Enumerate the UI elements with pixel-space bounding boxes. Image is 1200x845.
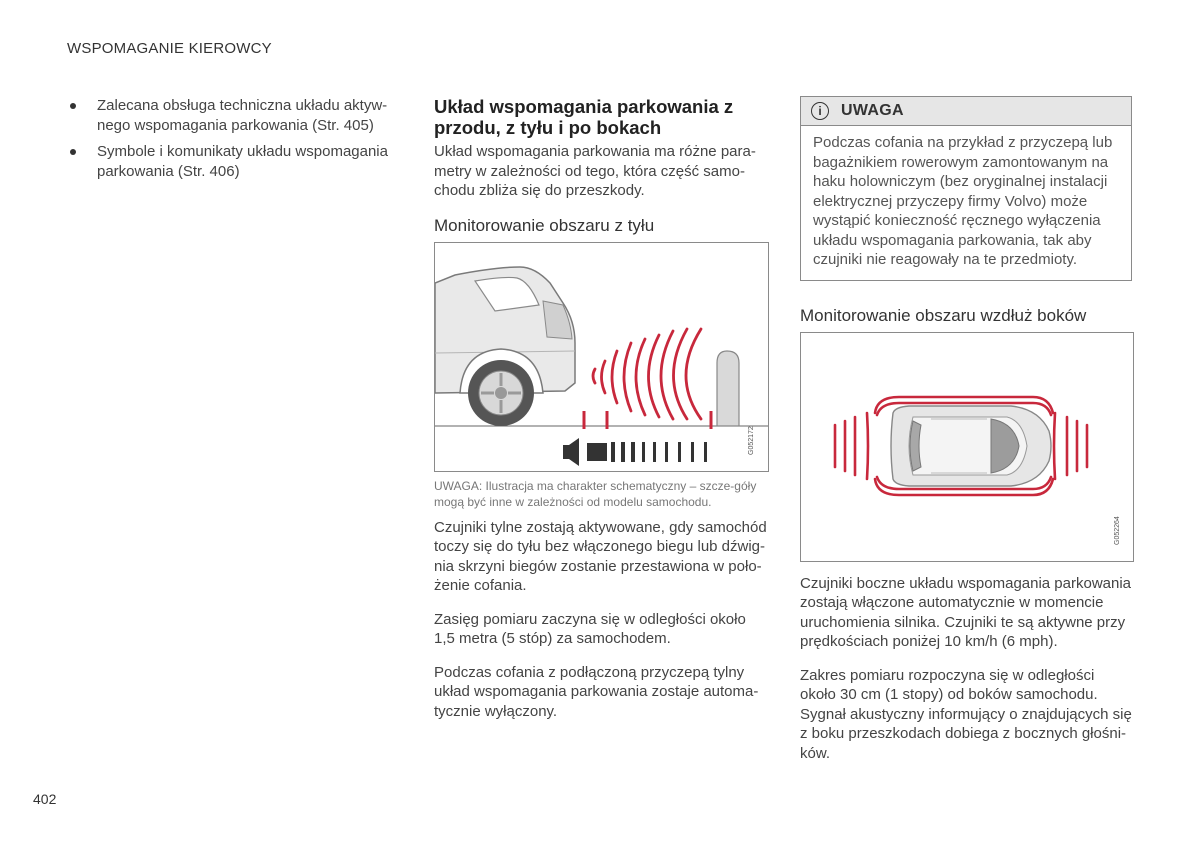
- related-links-list: [67, 96, 389, 182]
- bullet-icon: [70, 149, 76, 155]
- page-number: 402: [33, 791, 57, 807]
- section-heading: Układ wspomagania parkowania z przodu, z tyłu i po bokach: [434, 96, 734, 138]
- right-column: [800, 96, 1134, 763]
- list-item-text: Symbole i komunikaty układu wspomagania parkowania (Str. 406): [97, 143, 388, 180]
- middle-column: [434, 96, 769, 721]
- rear-monitoring-heading: Monitorowanie obszaru z tyłu: [434, 215, 655, 235]
- sensor-wave-arcs: [593, 329, 701, 419]
- obstacle-post: [717, 351, 739, 426]
- warning-header: [801, 97, 1131, 126]
- warning-body: [801, 126, 1131, 280]
- speaker-icon: [563, 438, 579, 466]
- figure-caption: UWAGA: Ilustracja ma charakter schematyczny – szcze-góły mogą być inne w zależności od modelu samochodu.: [434, 478, 757, 509]
- left-column: [67, 96, 389, 188]
- side-sensor-illustration: [800, 332, 1134, 562]
- body-paragraph: Podczas cofania z podłączoną przyczepą tylny układ wspomagania parkowania zostaje automa-tycznie wyłączony.: [434, 663, 759, 720]
- list-item[interactable]: [67, 142, 389, 182]
- body-paragraph: Czujniki tylne zostają aktywowane, gdy samochód toczy się do tyłu bez włączonego biegu lub dźwig-nia skrzyni biegów zostanie przestawiona w poło-żenie cofania.: [434, 518, 767, 594]
- body-paragraph: Czujniki boczne układu wspomagania parkowania zostają włączone automatycznie w momencie uruchomienia silnika. Czujniki te są aktywne przy prędkościach poniżej 10 km/h (6 mph).: [800, 574, 1132, 650]
- body-paragraph: Zakres pomiaru rozpoczyna się w odległości około 30 cm (1 stopy) od boków samochodu. Sygnał akustyczny informujący o znajdujących się z boku przeszkodach dobiega z bocznych głośni-ków.: [800, 666, 1132, 762]
- list-item-text: Zalecana obsługa techniczna układu aktyw-nego wspomagania parkowania (Str. 405): [97, 97, 388, 134]
- rear-sensor-svg: [435, 243, 768, 471]
- info-icon: i: [811, 102, 829, 120]
- bullet-icon: [70, 103, 76, 109]
- figure-code: G052264: [1114, 515, 1121, 545]
- warning-title: UWAGA: [841, 102, 904, 119]
- list-item[interactable]: [67, 96, 389, 136]
- car-rear-shape: [435, 267, 575, 426]
- side-sensor-svg: [801, 333, 1133, 561]
- rear-sensor-illustration: [434, 242, 769, 472]
- sound-level-bars: [587, 442, 707, 462]
- intro-paragraph: Układ wspomagania parkowania ma różne para-metry w zależności od tego, która część samo-chodu zbliża się do przeszkody.: [434, 143, 756, 199]
- page-header: WSPOMAGANIE KIEROWCY: [67, 40, 272, 57]
- car-top-view: [891, 406, 1051, 486]
- warning-text: Podczas cofania na przykład z przyczepą lub bagażnikiem rowerowym zamontowanym na haku holowniczym (bez oryginalnej instalacji elektrycznej przyczepy firmy Volvo) może wystąpić konieczność ręcznego wyłączenia układu wspomagania parkowania, tak aby czujniki nie reagowały na te przedmioty.: [813, 134, 1113, 268]
- body-paragraph: Zasięg pomiaru zaczyna się w odległości około 1,5 metra (5 stóp) za samochodem.: [434, 610, 746, 647]
- warning-box: [800, 96, 1132, 281]
- figure-code: G052172: [748, 425, 755, 455]
- side-monitoring-heading: Monitorowanie obszaru wzdłuż boków: [800, 305, 1087, 325]
